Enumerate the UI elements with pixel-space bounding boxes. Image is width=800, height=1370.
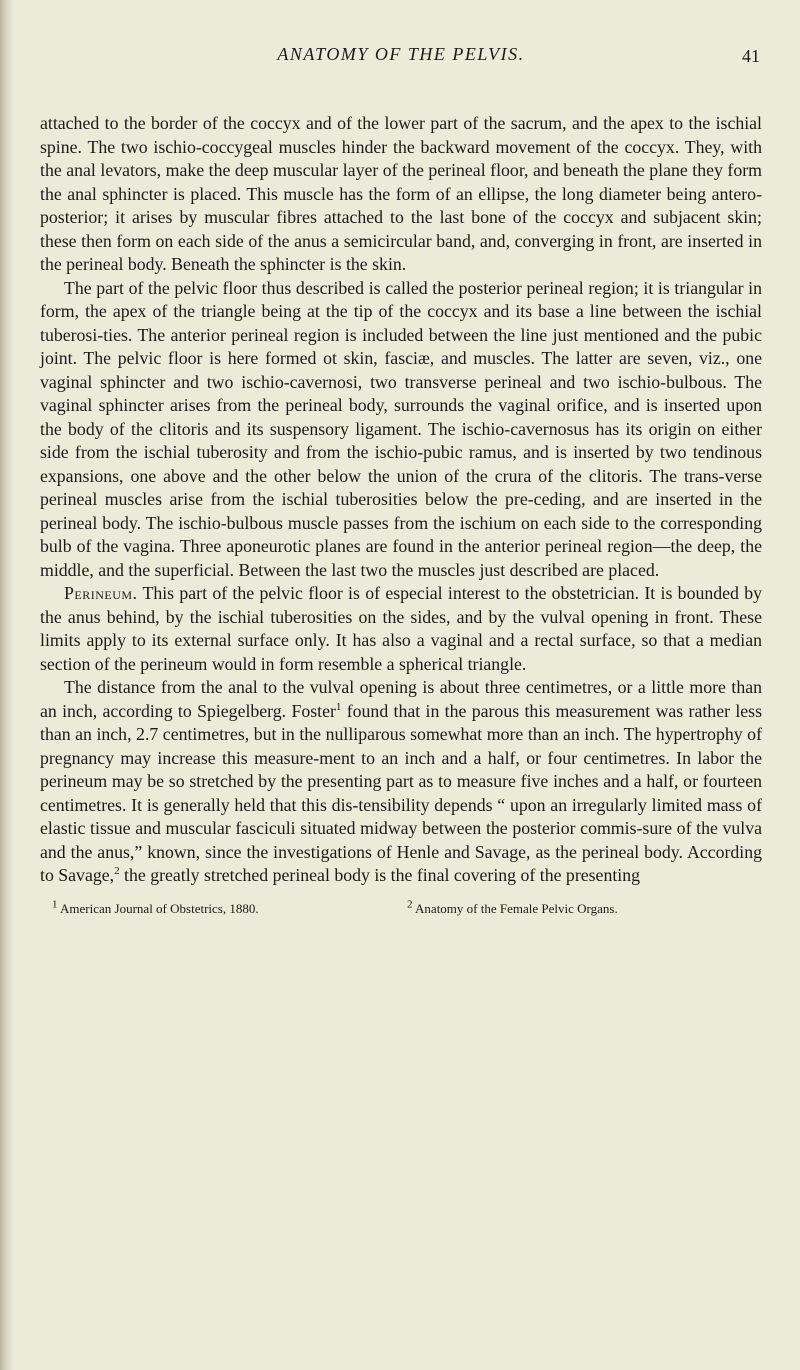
paragraph-4-part-2: found that in the parous this measurement was rather less than an inch, 2.7 centimetres, but in the nulliparous somewhat more than an inch. The hypertrophy of pregnancy may increase this measure-ment to an inch and a half, or four centimetres. In labor the perineum may be so stretched by the presenting part as to measure five inches and a half, or fourteen centimetres. It is generally held that this dis-tensibility depends “ upon an irregularly limited mass of elastic tissue and muscular fasciculi situated midway between the posterior commis-sure of the vulva and the anus,” known, since the investigations of Henle and Savage, as the perineal body. According to Savage, xyxy=(40,700,763,885)
section-heading-perineum: Perineum. xyxy=(64,583,138,603)
page-number: 41 xyxy=(742,46,760,66)
paragraph-4-part-1: The distance from the anal to the vulval opening is about three centimetres, or a little more than an inch, according to Spiegelberg. Foster xyxy=(40,677,762,721)
footnote-text-2: Anatomy of the Female Pelvic Organs. xyxy=(412,900,618,916)
footnote-marker-2: 2 xyxy=(407,898,413,911)
footnote-marker-1: 1 xyxy=(52,898,58,911)
page-header xyxy=(40,44,762,104)
footnote-2 xyxy=(407,900,762,918)
body-text xyxy=(40,112,762,888)
running-head: ANATOMY OF THE PELVIS. xyxy=(277,44,525,64)
footnote-ref-2: 2 xyxy=(114,865,120,878)
paragraph-1: attached to the border of the coccyx and of the lower part of the sacrum, and the apex to the ischial spine. The two ischio-coccygeal muscles hinder the backward movement of the coccyx. They, with the anal levators, make the deep muscular layer of the perineal floor, and beneath the plane they form the anal sphincter is placed. This muscle has the form of an ellipse, the long diameter being antero-posterior; it arises by muscular fibres attached to the last bone of the coccyx and subjacent skin; these then form on each side of the anus a semicircular band, and, converging in front, are inserted in the perineal body. Beneath the sphincter is the skin. xyxy=(40,113,762,274)
footnotes xyxy=(40,900,762,918)
paragraph-4 xyxy=(40,676,762,888)
footnote-ref-1: 1 xyxy=(335,700,342,713)
perineum-text: This part of the pelvic floor is of especial interest to the obstetrician. It is bounded by the anus behind, by the ischial tuberosities on the sides, and by the vulval opening in front. These limits apply to its external surface only. It has also a vaginal and a rectal surface, so that a median section of the perineum would in form resemble a spherical triangle. xyxy=(40,583,762,674)
book-spine-shadow xyxy=(0,0,14,1370)
paragraph-perineum xyxy=(40,582,762,676)
paragraph-4-part-3: the greatly stretched perineal body is the final covering of the presenting xyxy=(119,865,640,885)
book-page xyxy=(40,0,762,918)
footnote-text-1: American Journal of Obstetrics, 1880. xyxy=(57,900,259,916)
footnote-1 xyxy=(52,900,407,918)
paragraph-2: The part of the pelvic floor thus described is called the posterior perineal region; it is triangular in form, the apex of the triangle being at the tip of the coccyx and its base a line between the ischial tuberosi-ties. The anterior perineal region is included between the line just mentioned and the pubic joint. The pelvic floor is here formed ot skin, fasciæ, and muscles. The latter are seven, viz., one vaginal sphincter and two ischio-cavernosi, two transverse perineal and two ischio-bulbous. The vaginal sphincter arises from the perineal body, surrounds the vaginal orifice, and is inserted upon the body of the clitoris and its suspensory ligament. The ischio-cavernosus has its origin on either side from the ischial tuberosity and from the ischio-pubic ramus, and is inserted by two tendinous expansions, one above and the other below the union of the crura of the clitoris. The trans-verse perineal muscles arise from the ischial tuberosities below the pre-ceding, and are inserted in the perineal body. The ischio-bulbous muscle passes from the ischium on each side to the corresponding bulb of the vagina. Three aponeurotic planes are found in the anterior perineal region—the deep, the middle, and the superficial. Between the last two the muscles just described are placed. xyxy=(40,277,762,580)
